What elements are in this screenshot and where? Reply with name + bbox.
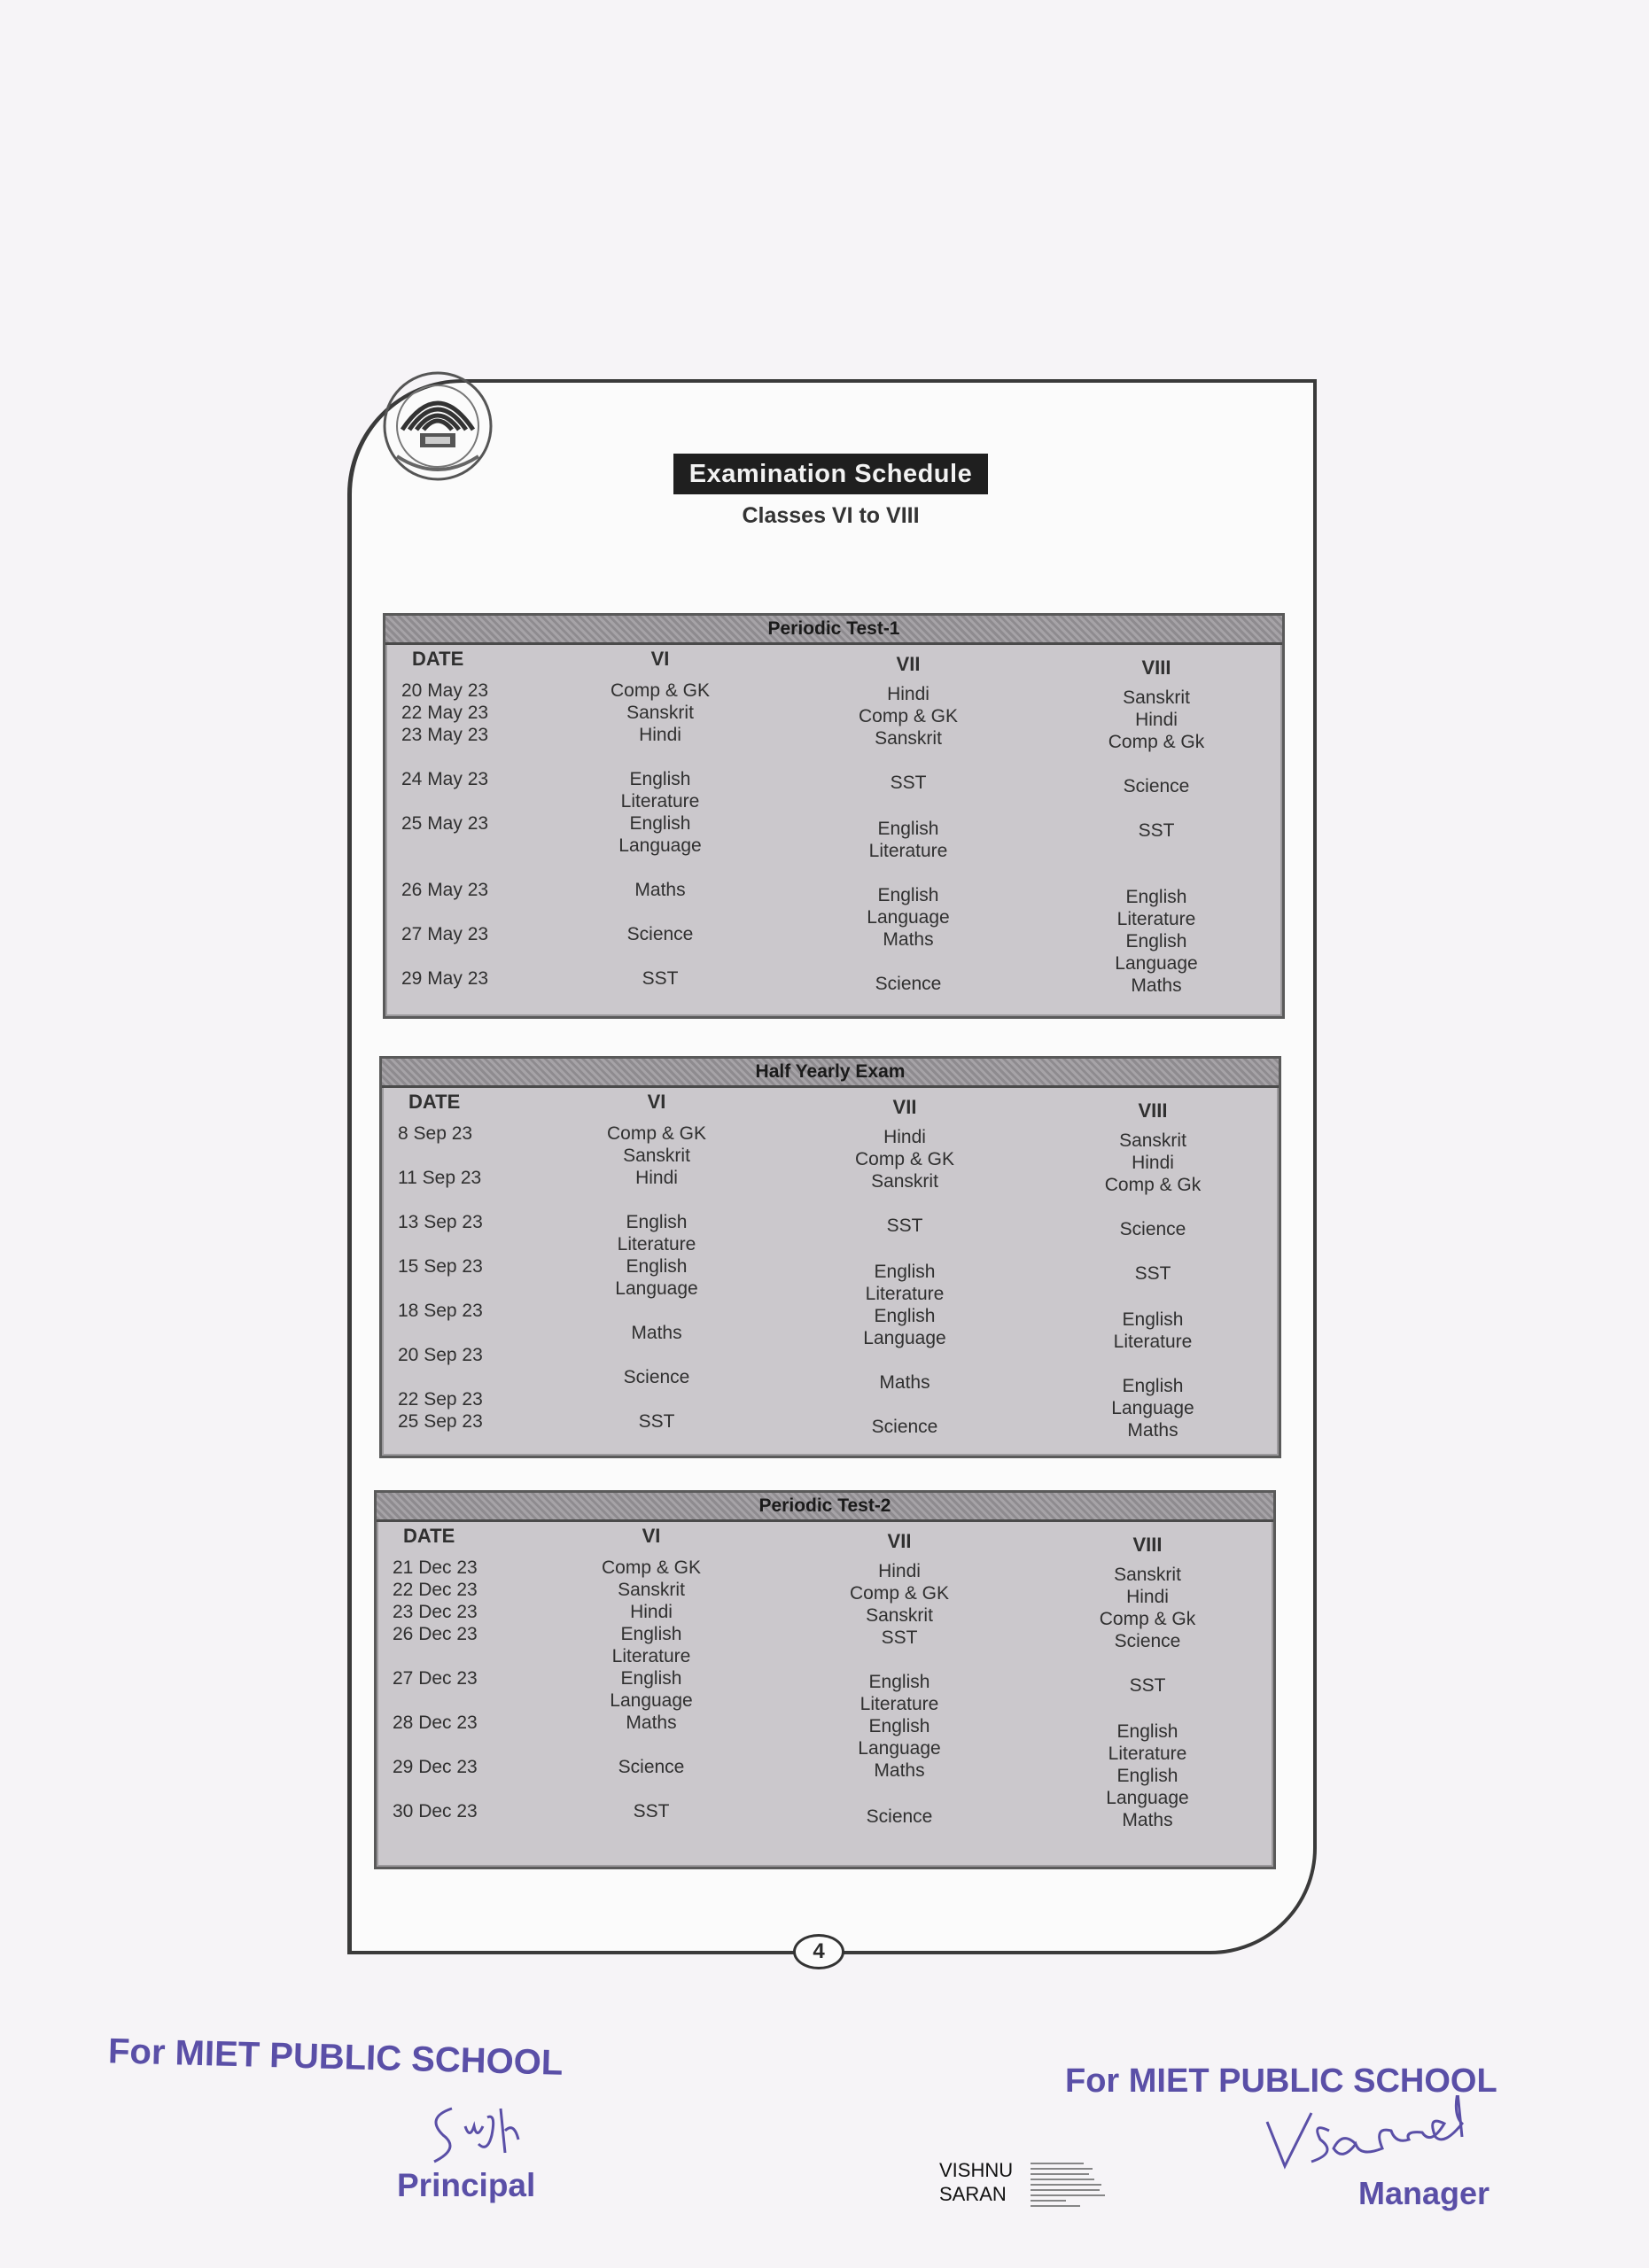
- vii-cell: Science: [875, 974, 942, 994]
- section-title: Half Yearly Exam: [382, 1059, 1279, 1088]
- date-cell: 25 May 23: [401, 813, 489, 834]
- date-cell: 18 Sep 23: [398, 1301, 483, 1321]
- vii-cell: English: [868, 1716, 930, 1736]
- vi-cell: Literature: [620, 791, 700, 812]
- vi-cell: English: [620, 1668, 682, 1689]
- vi-cell: Science: [626, 924, 694, 944]
- vii-cell: Sanskrit: [875, 728, 942, 749]
- vi-cell: Comp & GK: [606, 1123, 707, 1144]
- vi-cell: English: [629, 813, 691, 834]
- vi-cell: Maths: [634, 880, 686, 900]
- vi-cell: Hindi: [630, 1602, 673, 1622]
- vi-cell: Language: [615, 1278, 698, 1299]
- date-cell: 30 Dec 23: [393, 1801, 478, 1821]
- vii-cell: SST: [881, 1627, 918, 1648]
- date-cell: 26 Dec 23: [393, 1624, 478, 1644]
- vii-cell: Maths: [879, 1372, 930, 1393]
- date-cell: 22 Dec 23: [393, 1580, 478, 1600]
- section-periodic-test-2: [374, 1490, 1276, 1869]
- vi-cell: Literature: [617, 1234, 696, 1254]
- date-cell: 29 Dec 23: [393, 1757, 478, 1777]
- date-cell: 13 Sep 23: [398, 1212, 483, 1232]
- section-half-yearly-exam: [379, 1056, 1281, 1458]
- viii-cell: Hindi: [1132, 1153, 1174, 1173]
- vi-cell: Language: [618, 835, 702, 856]
- vii-cell: SST: [890, 773, 927, 793]
- vi-cell: Science: [623, 1367, 690, 1387]
- viii-cell: English: [1122, 1309, 1184, 1330]
- vii-cell: Hindi: [883, 1127, 926, 1147]
- date-cell: 22 Sep 23: [398, 1389, 483, 1410]
- manager-label: Manager: [1358, 2175, 1490, 2211]
- vi-cell: Sanskrit: [626, 703, 694, 723]
- date-cell: 25 Sep 23: [398, 1411, 483, 1432]
- date-cell: 27 May 23: [401, 924, 489, 944]
- vii-cell: English: [868, 1672, 930, 1692]
- viii-cell: English: [1125, 931, 1187, 951]
- viii-cell: Maths: [1127, 1420, 1178, 1441]
- col-header-date: DATE: [408, 1091, 461, 1113]
- col-header-date: DATE: [403, 1525, 455, 1547]
- vi-cell: Maths: [631, 1323, 682, 1343]
- viii-cell: Literature: [1113, 1332, 1193, 1352]
- date-cell: 22 May 23: [401, 703, 489, 723]
- vi-cell: Hindi: [635, 1168, 678, 1188]
- vii-cell: Comp & GK: [849, 1583, 950, 1604]
- col-header-vii: VII: [887, 1530, 912, 1552]
- vii-cell: Sanskrit: [866, 1605, 933, 1626]
- digital-signature-line1: VISHNU: [939, 2159, 1014, 2181]
- vii-cell: Hindi: [878, 1561, 921, 1581]
- date-cell: 28 Dec 23: [393, 1713, 478, 1733]
- vii-cell: Literature: [868, 841, 948, 861]
- vi-cell: Sanskrit: [618, 1580, 685, 1600]
- vii-cell: Sanskrit: [871, 1171, 938, 1192]
- viii-cell: Sanskrit: [1123, 687, 1190, 708]
- vii-cell: Language: [863, 1328, 946, 1348]
- viii-cell: Science: [1123, 776, 1190, 796]
- document-subtitle: Classes VI to VIII: [742, 503, 920, 528]
- vii-cell: Hindi: [887, 684, 930, 704]
- vi-cell: English: [626, 1212, 688, 1232]
- viii-cell: Language: [1115, 953, 1198, 974]
- vi-cell: SST: [633, 1801, 670, 1821]
- col-header-viii: VIII: [1141, 656, 1171, 679]
- viii-cell: English: [1125, 887, 1187, 907]
- viii-cell: Language: [1111, 1398, 1194, 1418]
- vi-cell: Literature: [611, 1646, 691, 1666]
- viii-cell: Science: [1114, 1631, 1181, 1651]
- viii-cell: English: [1122, 1376, 1184, 1396]
- principal-signature-icon: [416, 2091, 541, 2171]
- date-cell: 27 Dec 23: [393, 1668, 478, 1689]
- vii-cell: Language: [867, 907, 950, 928]
- vii-cell: English: [877, 819, 939, 839]
- viii-cell: Sanskrit: [1114, 1565, 1181, 1585]
- date-cell: 20 Sep 23: [398, 1345, 483, 1365]
- vi-cell: Maths: [626, 1713, 677, 1733]
- vii-cell: English: [877, 885, 939, 905]
- col-header-date: DATE: [412, 648, 464, 670]
- viii-cell: English: [1116, 1721, 1178, 1742]
- date-cell: 15 Sep 23: [398, 1256, 483, 1277]
- vii-cell: English: [874, 1306, 936, 1326]
- vii-cell: Literature: [865, 1284, 945, 1304]
- vii-cell: English: [874, 1262, 936, 1282]
- section-title: Periodic Test-2: [377, 1493, 1273, 1522]
- section-title: Periodic Test-1: [385, 616, 1282, 645]
- date-cell: 24 May 23: [401, 769, 489, 789]
- vii-cell: Literature: [860, 1694, 939, 1714]
- date-cell: 26 May 23: [401, 880, 489, 900]
- col-header-vi: VI: [647, 1091, 666, 1113]
- document-title: Examination Schedule: [673, 454, 988, 494]
- viii-cell: Hindi: [1135, 710, 1178, 730]
- right-school-stamp: For MIET PUBLIC SCHOOL: [1065, 2062, 1497, 2100]
- viii-cell: Sanskrit: [1119, 1130, 1186, 1151]
- viii-cell: Comp & Gk: [1108, 732, 1205, 752]
- vii-cell: Comp & GK: [854, 1149, 955, 1169]
- vi-cell: SST: [642, 968, 679, 989]
- vi-cell: Language: [610, 1690, 693, 1711]
- vi-cell: Comp & GK: [601, 1557, 702, 1578]
- section-periodic-test-1: [383, 613, 1285, 1019]
- date-cell: 29 May 23: [401, 968, 489, 989]
- digital-signature-details-icon: [1031, 2160, 1116, 2210]
- digital-signature-name: [939, 2158, 1013, 2206]
- vii-cell: Maths: [883, 929, 934, 950]
- viii-cell: SST: [1138, 820, 1175, 841]
- viii-cell: SST: [1129, 1675, 1166, 1696]
- date-cell: 21 Dec 23: [393, 1557, 478, 1578]
- viii-cell: Science: [1119, 1219, 1186, 1239]
- vi-cell: SST: [638, 1411, 675, 1432]
- manager-signature-icon: [1258, 2095, 1551, 2175]
- vi-cell: Sanskrit: [623, 1146, 690, 1166]
- viii-cell: English: [1116, 1766, 1178, 1786]
- vii-cell: Comp & GK: [858, 706, 959, 726]
- date-cell: 23 Dec 23: [393, 1602, 478, 1622]
- viii-cell: Literature: [1116, 909, 1196, 929]
- vi-cell: English: [620, 1624, 682, 1644]
- vii-cell: Science: [866, 1806, 933, 1827]
- date-cell: 11 Sep 23: [398, 1168, 482, 1188]
- viii-cell: Language: [1106, 1788, 1189, 1808]
- col-header-viii: VIII: [1138, 1099, 1168, 1122]
- viii-cell: Maths: [1131, 975, 1182, 996]
- col-header-vii: VII: [896, 653, 921, 675]
- vii-cell: SST: [886, 1216, 923, 1236]
- vii-cell: Maths: [874, 1760, 925, 1781]
- date-cell: 20 May 23: [401, 680, 489, 701]
- principal-label: Principal: [397, 2167, 536, 2203]
- vi-cell: English: [626, 1256, 688, 1277]
- vi-cell: Science: [618, 1757, 685, 1777]
- col-header-vii: VII: [892, 1096, 917, 1118]
- left-school-stamp: For MIET PUBLIC SCHOOL: [107, 2031, 564, 2083]
- col-header-vi: VI: [650, 648, 670, 670]
- date-cell: 8 Sep 23: [398, 1123, 473, 1144]
- col-header-vi: VI: [642, 1525, 661, 1547]
- viii-cell: SST: [1134, 1263, 1171, 1284]
- viii-cell: Comp & Gk: [1099, 1609, 1196, 1629]
- viii-cell: Hindi: [1126, 1587, 1169, 1607]
- page-number: 4: [793, 1934, 844, 1969]
- digital-signature-line2: SARAN: [939, 2183, 1007, 2205]
- viii-cell: Comp & Gk: [1104, 1175, 1202, 1195]
- col-header-viii: VIII: [1132, 1534, 1163, 1556]
- vi-cell: Comp & GK: [610, 680, 711, 701]
- viii-cell: Maths: [1122, 1810, 1173, 1830]
- viii-cell: Literature: [1108, 1744, 1187, 1764]
- vi-cell: English: [629, 769, 691, 789]
- date-cell: 23 May 23: [401, 725, 489, 745]
- school-emblem-icon: [379, 368, 496, 501]
- vii-cell: Language: [858, 1738, 941, 1759]
- vi-cell: Hindi: [639, 725, 681, 745]
- vii-cell: Science: [871, 1417, 938, 1437]
